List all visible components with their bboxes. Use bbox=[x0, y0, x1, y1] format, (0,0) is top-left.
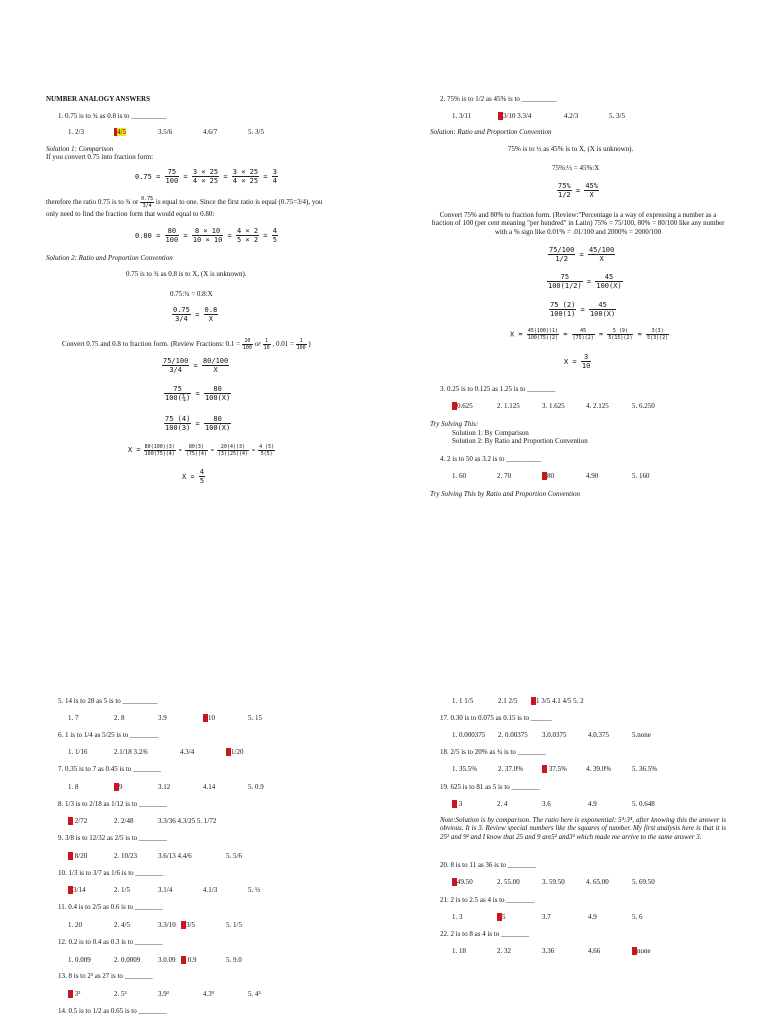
option: 4.6/7 bbox=[203, 128, 218, 136]
question-2: 2. 75% is to 1/2 as 45% is to __________ bbox=[440, 95, 557, 103]
note-paragraph: Note:Solution is by comparison. The ratio here is exponential: 5⁴:3⁴, after knowing this the answer is obvious. It is 3. Review special numbers like the squares of number. My first analysis here is that it is 25² and 9² and I know that 25 and 9 are5² and3² which made me arrive to the same answer 3. bbox=[440, 816, 726, 841]
answer-marker bbox=[542, 765, 547, 773]
option: 5. 3/5 bbox=[248, 128, 264, 136]
option-answer: 0.625 bbox=[452, 402, 473, 410]
option: 2. 4/5 bbox=[114, 921, 130, 929]
solution-2-heading: Solution 2: Ratio and Proportion Convention bbox=[46, 254, 173, 262]
proportion-fraction-eq: $\frac{0.75}{3/4}$ = $\frac{0.8}{X}$ bbox=[173, 306, 218, 324]
question-9: 9. 3/8 is to 12/32 as 2/5 is to ________ bbox=[58, 834, 167, 842]
option-answer: 4/5 bbox=[114, 128, 126, 136]
option: 2. 32 bbox=[497, 947, 511, 955]
option: 5. 36.5% bbox=[632, 765, 658, 773]
step-4: X = $\frac{80(100)(3)}{100(75)(4)}$ = $\frac{80(3)}{(75)(4)}$ = $\frac{20(4)(3)}{(3)(25)(4)}$ = $\frac{4 (5)}{5(5)}$ bbox=[128, 444, 275, 457]
question-18: 18. 2/5 is to 20% as ¾ is to ________ bbox=[440, 748, 546, 756]
option: 3.0.09 bbox=[158, 956, 176, 964]
solution-heading: Solution: Ratio and Proportion Convention bbox=[430, 128, 552, 136]
option: 5. 1/5 bbox=[226, 921, 242, 929]
option-answer: 0.9 bbox=[181, 956, 197, 964]
option: 5. ⅓ bbox=[248, 886, 261, 894]
option: 3.0.0375 bbox=[542, 731, 567, 739]
option: 2. 55.00 bbox=[497, 878, 520, 886]
option: 4.2/3 bbox=[564, 112, 579, 120]
option: 1. 60 bbox=[452, 472, 466, 480]
option: 4.14 bbox=[203, 783, 216, 791]
option: 1. 2/3 bbox=[68, 128, 84, 136]
option-answer: 9 bbox=[114, 783, 123, 791]
try-heading: Try Solving This: bbox=[430, 420, 479, 428]
question-21: 21. 2 is to 2.5 as 4 is to ________ bbox=[440, 896, 535, 904]
question-20: 20. 8 is to 11 as 36 is to ________ bbox=[440, 861, 536, 869]
option: 1. 0.000375 bbox=[452, 731, 486, 739]
question-11: 11. 0.4 is to 2/5 as 0.6 is to ________ bbox=[58, 903, 163, 911]
percent-review-note: Convert 75% and 80% to fraction form. (Review:"Percentage is a way of expressing a number as a fraction of 100 (per cent meaning "per hundred" in Latin) 75% = 75/100, 80% = 80/100 like any number with a % sign like 0.01% = .01/100 and 2000% = 2000/100 bbox=[431, 211, 725, 236]
option: 5. 9.0 bbox=[226, 956, 242, 964]
option: 1. 3/11 bbox=[452, 112, 472, 120]
answer-marker bbox=[68, 817, 73, 825]
option: 4.3/4 bbox=[180, 748, 195, 756]
option: 1. 18 bbox=[452, 947, 466, 955]
option: 5.none bbox=[632, 731, 651, 739]
solution-2-text: 0.75 is to ¾ as 0.8 is to X, (X is unknown). bbox=[126, 270, 247, 278]
option: 1. 1/16 bbox=[68, 748, 88, 756]
option-answer: 10 bbox=[203, 714, 215, 722]
question-4: 4. 2 is to 50 as 3.2 is to __________ bbox=[440, 455, 542, 463]
equation-0-80: 0.80 = $\frac{80}{100}$ = $\frac{8 \times 10}{10 \times 10}$ = $\frac{4 \times 2}{5 \times 2}$ = $\frac{4}{5}$ bbox=[135, 227, 277, 245]
option: 2. 8 bbox=[114, 714, 125, 722]
proportion-equation: 0.75:¾ = 0.8:X bbox=[170, 290, 213, 298]
option-answer: 49.50 bbox=[452, 878, 473, 886]
option: 2.1/18 3.2/6 bbox=[114, 748, 148, 756]
option-answer: 1/20 bbox=[226, 748, 243, 756]
option: 1. 3 bbox=[452, 913, 463, 921]
step-4: X = $\frac{45(100)(1)}{100(75)(2)}$ = $\frac{45}{(75)(2)}$ = $\frac{5 (9)}{5(15)(2)}$ = $\frac{3(3)}{5(3)(2)}$ bbox=[510, 328, 669, 341]
option: 3.9³ bbox=[158, 990, 169, 998]
option: 2. 10/23 bbox=[114, 852, 137, 860]
option: 1. 1 1/5 bbox=[452, 697, 474, 705]
question-12: 12. 0.2 is to 0.4 as 0.3 is to ________ bbox=[58, 938, 163, 946]
option: 5. 6.250 bbox=[632, 402, 655, 410]
option: 4.3⁹ bbox=[203, 990, 215, 998]
option: 3.3/10 bbox=[158, 921, 176, 929]
option: 2. 2/48 bbox=[114, 817, 134, 825]
answer-marker bbox=[68, 852, 73, 860]
question-10: 10. 1/3 is to 3/7 as 1/6 is to ________ bbox=[58, 869, 164, 877]
try-item: Solution 1: By Comparison bbox=[452, 429, 529, 437]
option: 4.66 bbox=[588, 947, 601, 955]
option-answer: 80 bbox=[542, 472, 554, 480]
step-5: X = $\frac{3}{10}$ bbox=[564, 353, 591, 371]
option: 3.36 bbox=[542, 947, 555, 955]
question-3: 3. 0.25 is to 0.125 as 1.25 is to ________ bbox=[440, 385, 556, 393]
question-1: 1. 0.75 is to ¾ as 0.8 is to __________ bbox=[58, 112, 167, 120]
option: 2. 1/5 bbox=[114, 886, 130, 894]
try-item: Solution 2: By Ratio and Proportion Convention bbox=[452, 437, 588, 445]
solution-1-paragraph: therefore the ratio 0.75 is to ¾ or $\frac{0.75}{3/4}$ is equal to one. Since the first ratio is equal (0.75=3/4), you bbox=[46, 196, 323, 209]
option-answer: none bbox=[632, 947, 651, 955]
question-22: 22. 2 is to 8 as 4 is to ________ bbox=[440, 930, 530, 938]
page-title: NUMBER ANALOGY ANSWERS bbox=[46, 95, 150, 103]
option-answer: 3/5 bbox=[181, 921, 195, 929]
option: 4. 39.0% bbox=[586, 765, 612, 773]
option-answer: 2/72 bbox=[68, 817, 87, 825]
option: 1. 8 bbox=[68, 783, 79, 791]
option: 5. 160 bbox=[632, 472, 650, 480]
option: 3.9 bbox=[158, 714, 167, 722]
option-answer: 3/14 bbox=[68, 886, 85, 894]
question-8: 8. 1/3 is to 2/18 as 1/12 is to ________ bbox=[58, 800, 167, 808]
answer-marker bbox=[452, 800, 457, 808]
option: 3.7 bbox=[542, 913, 551, 921]
option: 5. 15 bbox=[248, 714, 262, 722]
option: 3.1/4 bbox=[158, 886, 173, 894]
option: 2. 0.00375 bbox=[498, 731, 528, 739]
option-answer: 3³ bbox=[68, 990, 80, 998]
option-answer: 1 3/5 4.1 4/5 5. 2 bbox=[531, 697, 584, 705]
option: 1. 35.5% bbox=[452, 765, 478, 773]
option: 3.12 bbox=[158, 783, 171, 791]
answer-marker bbox=[181, 956, 186, 964]
option: 1. 20 bbox=[68, 921, 82, 929]
option: 5. 69.50 bbox=[632, 878, 655, 886]
question-5: 5. 14 is to 28 as 5 is to __________ bbox=[58, 697, 158, 705]
option-answer: 5 bbox=[497, 913, 506, 921]
option: 4.9 bbox=[588, 800, 597, 808]
option: 3. 59.50 bbox=[542, 878, 565, 886]
option: 4.0.375 bbox=[588, 731, 609, 739]
option: 5. 4³ bbox=[248, 990, 261, 998]
solution-text: 75% is to ½ as 45% is to X, (X is unknown). bbox=[508, 145, 634, 153]
proportion-fraction-eq: $\frac{75\%}{1/2}$ = $\frac{45\%}{X}$ bbox=[558, 182, 598, 200]
question-13: 13. 8 is to 2³ as 27 is to ________ bbox=[58, 972, 153, 980]
option: 3.3/36 4.3/25 5. 1/72 bbox=[158, 817, 217, 825]
step-1: $\frac{75/100}{3/4}$ = $\frac{80/100}{X}$ bbox=[163, 357, 229, 375]
question-19: 19. 625 is to 81 as 5 is to ________ bbox=[440, 783, 540, 791]
option-answer: 8/20 bbox=[68, 852, 87, 860]
option: 4.1/3 bbox=[203, 886, 218, 894]
option: 1. 7 bbox=[68, 714, 79, 722]
answer-marker bbox=[68, 990, 73, 998]
option: 4. 2.125 bbox=[586, 402, 609, 410]
option: 4. 65.00 bbox=[586, 878, 609, 886]
option-answer: 37.5% bbox=[542, 765, 567, 773]
question-14: 14. 0.5 is to 1/2 as 0.65 is to ________ bbox=[58, 1007, 167, 1015]
option: 2. 5³ bbox=[114, 990, 127, 998]
step-2: $\frac{75}{100(1/2)}$ = $\frac{45}{100(X)}$ bbox=[548, 273, 622, 291]
step-5: X = $\frac{4}{5}$ bbox=[182, 468, 205, 486]
option: 2. 37.0% bbox=[498, 765, 524, 773]
try-note: Try Solving This by Ratio and Proportion Convention bbox=[430, 490, 581, 498]
option: 5. 0.648 bbox=[632, 800, 655, 808]
convert-note: Convert 0.75 and 0.8 to fraction form. (Review Fractions: 0.1 = $\frac{10}{100}$ or $\frac{1}{10}$ , 0.01 = $\frac{1}{100}$ ) bbox=[62, 338, 311, 351]
option: 4.90 bbox=[586, 472, 599, 480]
option-answer: 3 bbox=[452, 800, 462, 808]
option: 5. 5/6 bbox=[226, 852, 242, 860]
step-3: $\frac{75 (2)}{100(1)}$ = $\frac{45}{100(X)}$ bbox=[550, 301, 616, 319]
proportion-equation: 75%:½ = 45%:X bbox=[552, 164, 600, 172]
option: 3.6 bbox=[542, 800, 551, 808]
solution-1-heading: Solution 1: Comparison bbox=[46, 145, 114, 153]
option: 1. 0.009 bbox=[68, 956, 91, 964]
option: 3. 1.625 bbox=[542, 402, 565, 410]
option: 2. 4 bbox=[497, 800, 508, 808]
question-17: 17. 0.30 is to 0.075 as 0.15 is to ______ bbox=[440, 714, 552, 722]
option: 2. 70 bbox=[497, 472, 511, 480]
solution-1-text: If you convert 0.75 into fraction form: bbox=[46, 153, 154, 161]
question-6: 6. 1 is to 1/4 as 5/25 is to ________ bbox=[58, 731, 158, 739]
question-7: 7. 0.35 is to 7 as 0.45 is to ________ bbox=[58, 765, 162, 773]
step-2: $\frac{75}{\text{100(¾)}}$ = $\frac{80}{100(X)}$ bbox=[165, 385, 231, 403]
option: 3.5/6 bbox=[158, 128, 173, 136]
option: 2. 0.0009 bbox=[114, 956, 141, 964]
equation-0-75: 0.75 = $\frac{75}{100}$ = $\frac{3 \times 25}{4 \times 25}$ = $\frac{3 \times 25}{4 \times 25}$ = $\frac{3}{4}$ bbox=[135, 168, 277, 186]
step-1: $\frac{75/100}{1/2}$ = $\frac{45/100}{X}$ bbox=[549, 246, 615, 264]
option: 4.9 bbox=[588, 913, 597, 921]
option: 2.1 2/5 bbox=[498, 697, 518, 705]
option: 5. 3/5 bbox=[609, 112, 625, 120]
option: 3.6/13 4.4/6 bbox=[158, 852, 192, 860]
solution-1-paragraph-2: only need to find the fraction form that would equal to 0.80: bbox=[46, 210, 215, 218]
step-3: $\frac{75 (4)}{100(3)}$ = $\frac{80}{100(X)}$ bbox=[165, 415, 231, 433]
option: 5. 6 bbox=[632, 913, 643, 921]
option: 2. 1.125 bbox=[497, 402, 520, 410]
option-answer: 3/10 3.3/4 bbox=[498, 112, 531, 120]
option: 5. 0.9 bbox=[248, 783, 264, 791]
